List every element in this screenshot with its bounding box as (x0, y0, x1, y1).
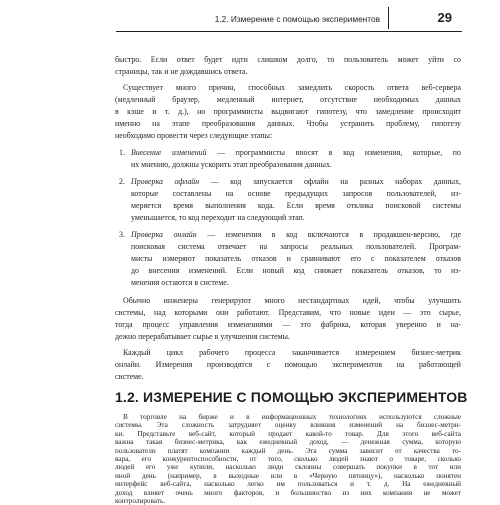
paragraph-line: онлайн. Измерения производятся с помощью экспериментов на работающей (115, 360, 461, 369)
paragraph-line: необходимо провести через следующие этапы: (115, 131, 273, 140)
list-item-line (131, 147, 461, 158)
paragraph-line: (медленный браузер, медленный интернет, отсутствие необходимых данных (115, 95, 461, 104)
paragraph-line: Каждый цикл рабочего процесса заканчивается измерением бизнес-метрик (123, 348, 461, 357)
section-heading: 1.2. ИЗМЕРЕНИЕ С ПОМОЩЬЮ ЭКСПЕРИМЕНТОВ (115, 389, 468, 405)
list-item-marker: 3. (119, 230, 125, 239)
paragraph-line: системы, над которыми они работают. Представим, что новые идеи — это сырье, (115, 308, 461, 317)
list-item-marker: 1. (119, 148, 125, 157)
running-head-title: 1.2. Измерение с помощью экспериментов (214, 14, 380, 24)
paragraph-line: системе. (115, 372, 144, 381)
paragraph-line: Существует много причин, способных замедлить скорость ответа веб-сервера (123, 83, 461, 92)
list-item-line: их мнению, должны ускорить этап преобразования данных. (131, 160, 332, 169)
list-item-line: мисты измеряют показатель отказов и сравнивают его с показателем отказов (131, 254, 461, 263)
list-item-line: которые составлены на основе предыдущих запросов пользователей, из- (131, 189, 461, 198)
list-item-text: — код запускается офлайн на разных наборах данных, (199, 177, 461, 186)
list-item-term: Проверка онлайн (131, 230, 197, 239)
section-line: интерфейс веб-сайта, насколько легко им пользоваться и т. д. На ежедневный (115, 480, 461, 489)
section-line: В торговле на бирже и в информационных технологиях используются сложные (123, 413, 461, 421)
running-head-divider (388, 7, 389, 29)
section-line: пользователи платят компании каждый день. Эта сумма зависит от качества то- (115, 446, 461, 455)
list-item-line: менения остаются в системе. (131, 278, 229, 287)
page-number: 29 (437, 10, 452, 25)
paragraph-line: в кэше и т. д.), но программисты выдвигают гипотезу, что замедление происходит (115, 107, 461, 116)
list-item-line: поисковая система отвечает на запросы реальных пользователей. Програм- (131, 242, 461, 251)
paragraph-line: быстро. Если ответ будет идти слишком долго, то пользователь может уйти со (115, 55, 461, 64)
list-item-line: до внесения изменений. Если новый код снижает показатель отказов, то из- (131, 266, 461, 275)
list-item-line: меряется время выполнения кода. Если время отклика поисковой системы (131, 201, 461, 210)
section-line: доход влияет очень много факторов, и большинство из них компания не может (115, 488, 461, 497)
section-line: контролировать. (115, 497, 166, 505)
paragraph-line: именно на этапе преобразования данных. Чтобы устранить проблему, гипотезу (115, 119, 461, 128)
running-head (116, 3, 462, 32)
section-line: людей его уже купили, насколько люди склонны совершать покупки в тот или (115, 463, 461, 472)
section-line: ки. Представьте веб-сайт, который продает какой-то товар. Для этого веб-сайта (115, 429, 461, 438)
section-line: вара, его конкурентоспособности, от того, сколько людей знают о товаре, сколько (115, 455, 461, 463)
list-item-term: Проверка офлайн (131, 177, 200, 186)
section-line: важна такая бизнес-метрика, как ежедневный доход, — денежная сумма, которую (115, 438, 461, 447)
list-item-line: уменьшается, то код переходит на следующий этап. (131, 213, 305, 222)
paragraph-line: Обычно инженеры генерируют много нестандартных идей, чтобы улучшить (123, 296, 461, 305)
paragraph-line: дежно перерабатывает сырье в улучшения системы. (115, 332, 290, 341)
section-line: иной день (например, в выходные или в «Черную пятницу»), насколько понятен (115, 471, 461, 480)
list-item-term: Внесение изменений (131, 148, 207, 157)
list-item-marker: 2. (119, 177, 125, 186)
section-line: системы. Эта сложность затрудняет оценку влияния изменений на бизнес-метри- (115, 421, 461, 430)
list-item-text: — программисты вносят в код изменения, которые, по (206, 148, 461, 157)
list-item-line (131, 176, 461, 187)
paragraph-line: тогда процесс управления изменениями — это фабрика, которая уверенно и на- (115, 320, 461, 329)
list-item-line (131, 229, 461, 240)
list-item-text: — изменения в код включаются в продакшен-версию, где (196, 230, 461, 239)
paragraph-line: страницы, так и не дождавшись ответа. (115, 67, 248, 76)
